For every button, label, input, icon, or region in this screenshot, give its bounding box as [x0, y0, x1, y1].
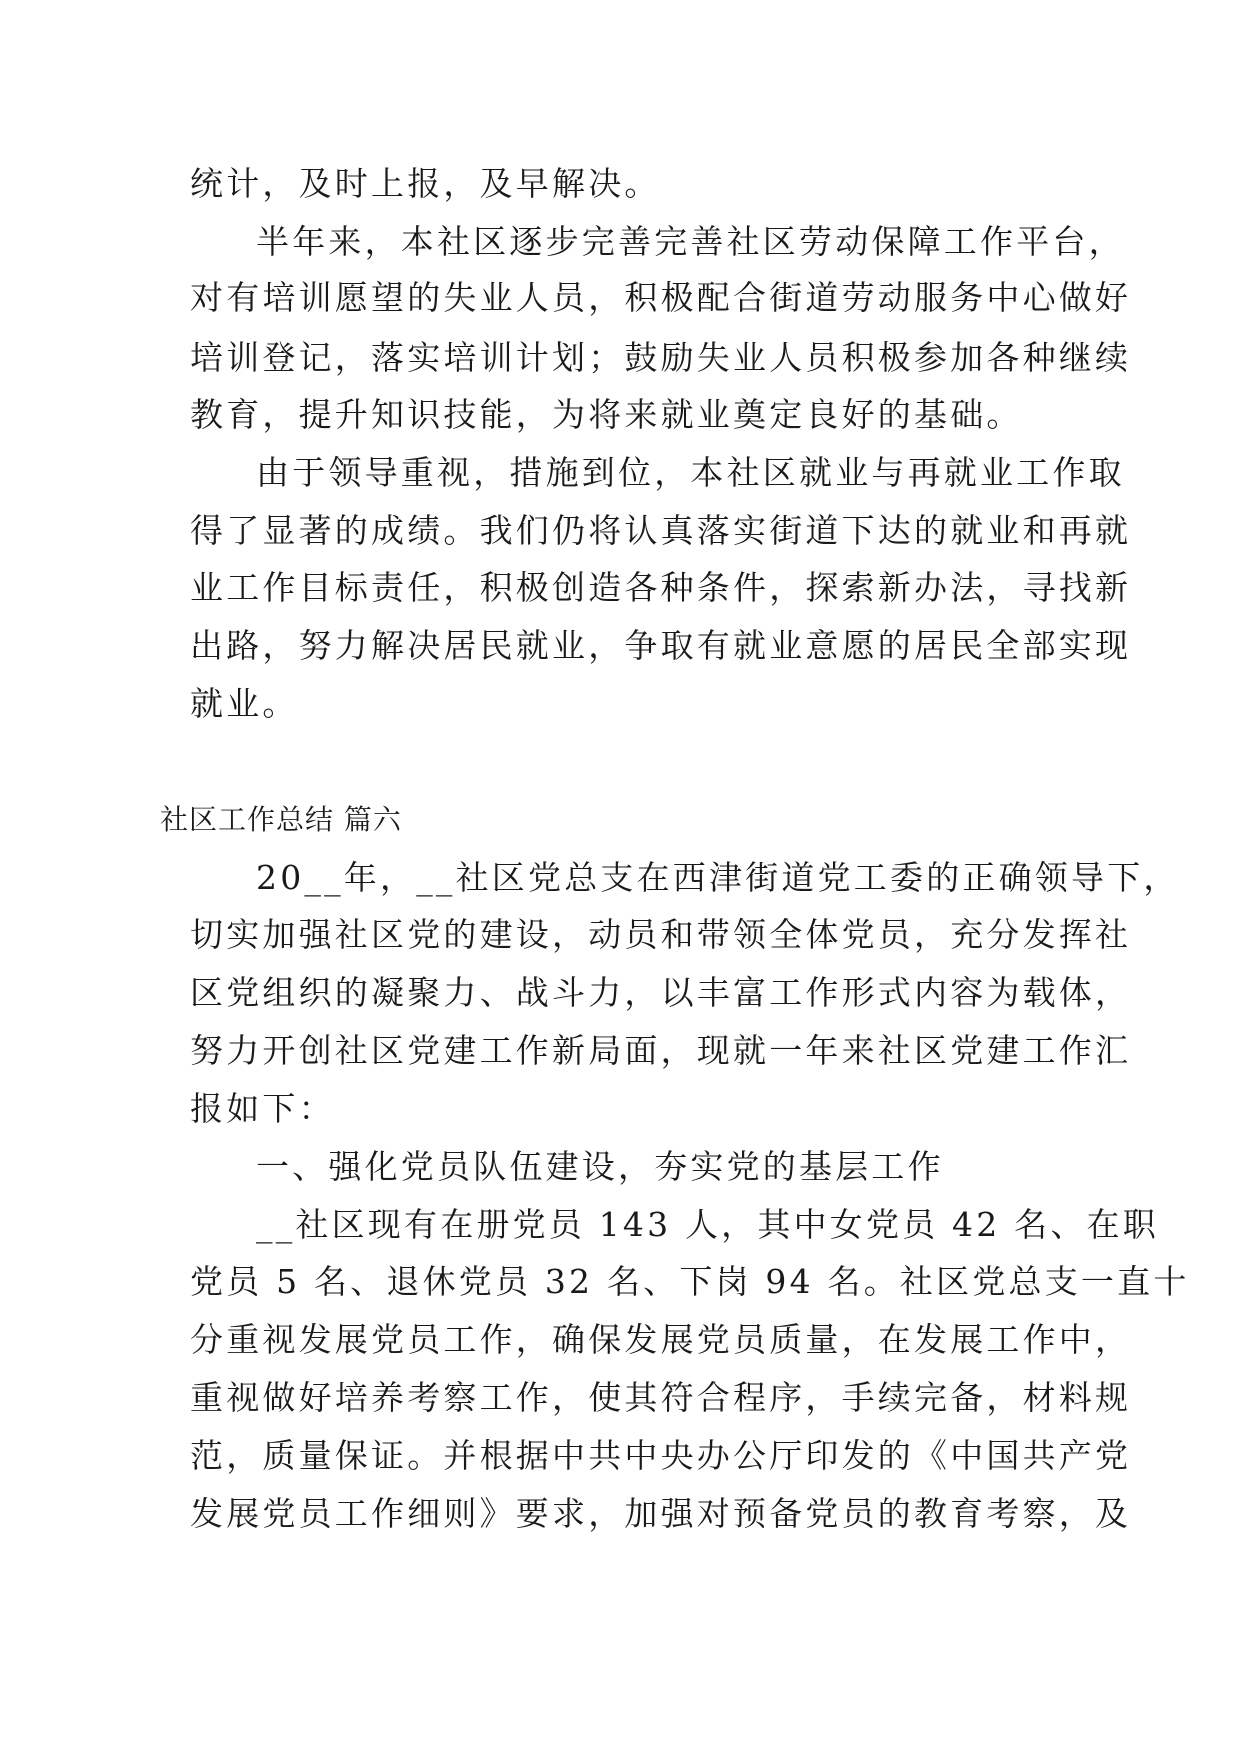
text-line: 业工作目标责任，积极创造各种条件，探索新办法，寻找新	[190, 568, 1132, 607]
text-line: 分重视发展党员工作，确保发展党员质量，在发展工作中，	[190, 1320, 1132, 1359]
text-line: 区党组织的凝聚力、战斗力，以丰富工作形式内容为载体，	[190, 973, 1132, 1012]
text-line: 报如下：	[190, 1089, 335, 1128]
text-line: 对有培训愿望的失业人员，积极配合街道劳动服务中心做好	[190, 278, 1132, 317]
text-line: 切实加强社区党的建设，动员和带领全体党员，充分发挥社	[190, 915, 1132, 954]
text-line: 半年来，本社区逐步完善完善社区劳动保障工作平台，	[256, 222, 1125, 261]
text-line: 重视做好培养考察工作，使其符合程序，手续完备，材料规	[190, 1378, 1132, 1417]
subsection-heading: 一、强化党员队伍建设，夯实党的基层工作	[256, 1147, 944, 1186]
text-line: 20__年，__社区党总支在西津街道党工委的正确领导下，	[256, 858, 1180, 897]
text-line: 得了显著的成绩。我们仍将认真落实街道下达的就业和再就	[190, 511, 1132, 550]
text-line: 努力开创社区党建工作新局面，现就一年来社区党建工作汇	[190, 1031, 1132, 1070]
text-line: 教育，提升知识技能，为将来就业奠定良好的基础。	[190, 395, 1023, 434]
text-line: 发展党员工作细则》要求，加强对预备党员的教育考察，及	[190, 1494, 1132, 1533]
text-line: 出路，努力解决居民就业，争取有就业意愿的居民全部实现	[190, 626, 1132, 665]
text-line: __社区现有在册党员 143 人，其中女党员 42 名、在职	[256, 1205, 1159, 1244]
text-line: 就业。	[190, 684, 299, 723]
text-line: 范，质量保证。并根据中共中央办公厅印发的《中国共产党	[190, 1436, 1132, 1475]
section-heading: 社区工作总结 篇六	[160, 803, 402, 836]
text-line: 由于领导重视，措施到位，本社区就业与再就业工作取	[256, 453, 1125, 492]
text-line: 培训登记，落实培训计划；鼓励失业人员积极参加各种继续	[190, 338, 1132, 377]
text-line: 党员 5 名、退休党员 32 名、下岗 94 名。社区党总支一直十	[190, 1262, 1190, 1301]
text-line: 统计，及时上报，及早解决。	[190, 164, 661, 203]
